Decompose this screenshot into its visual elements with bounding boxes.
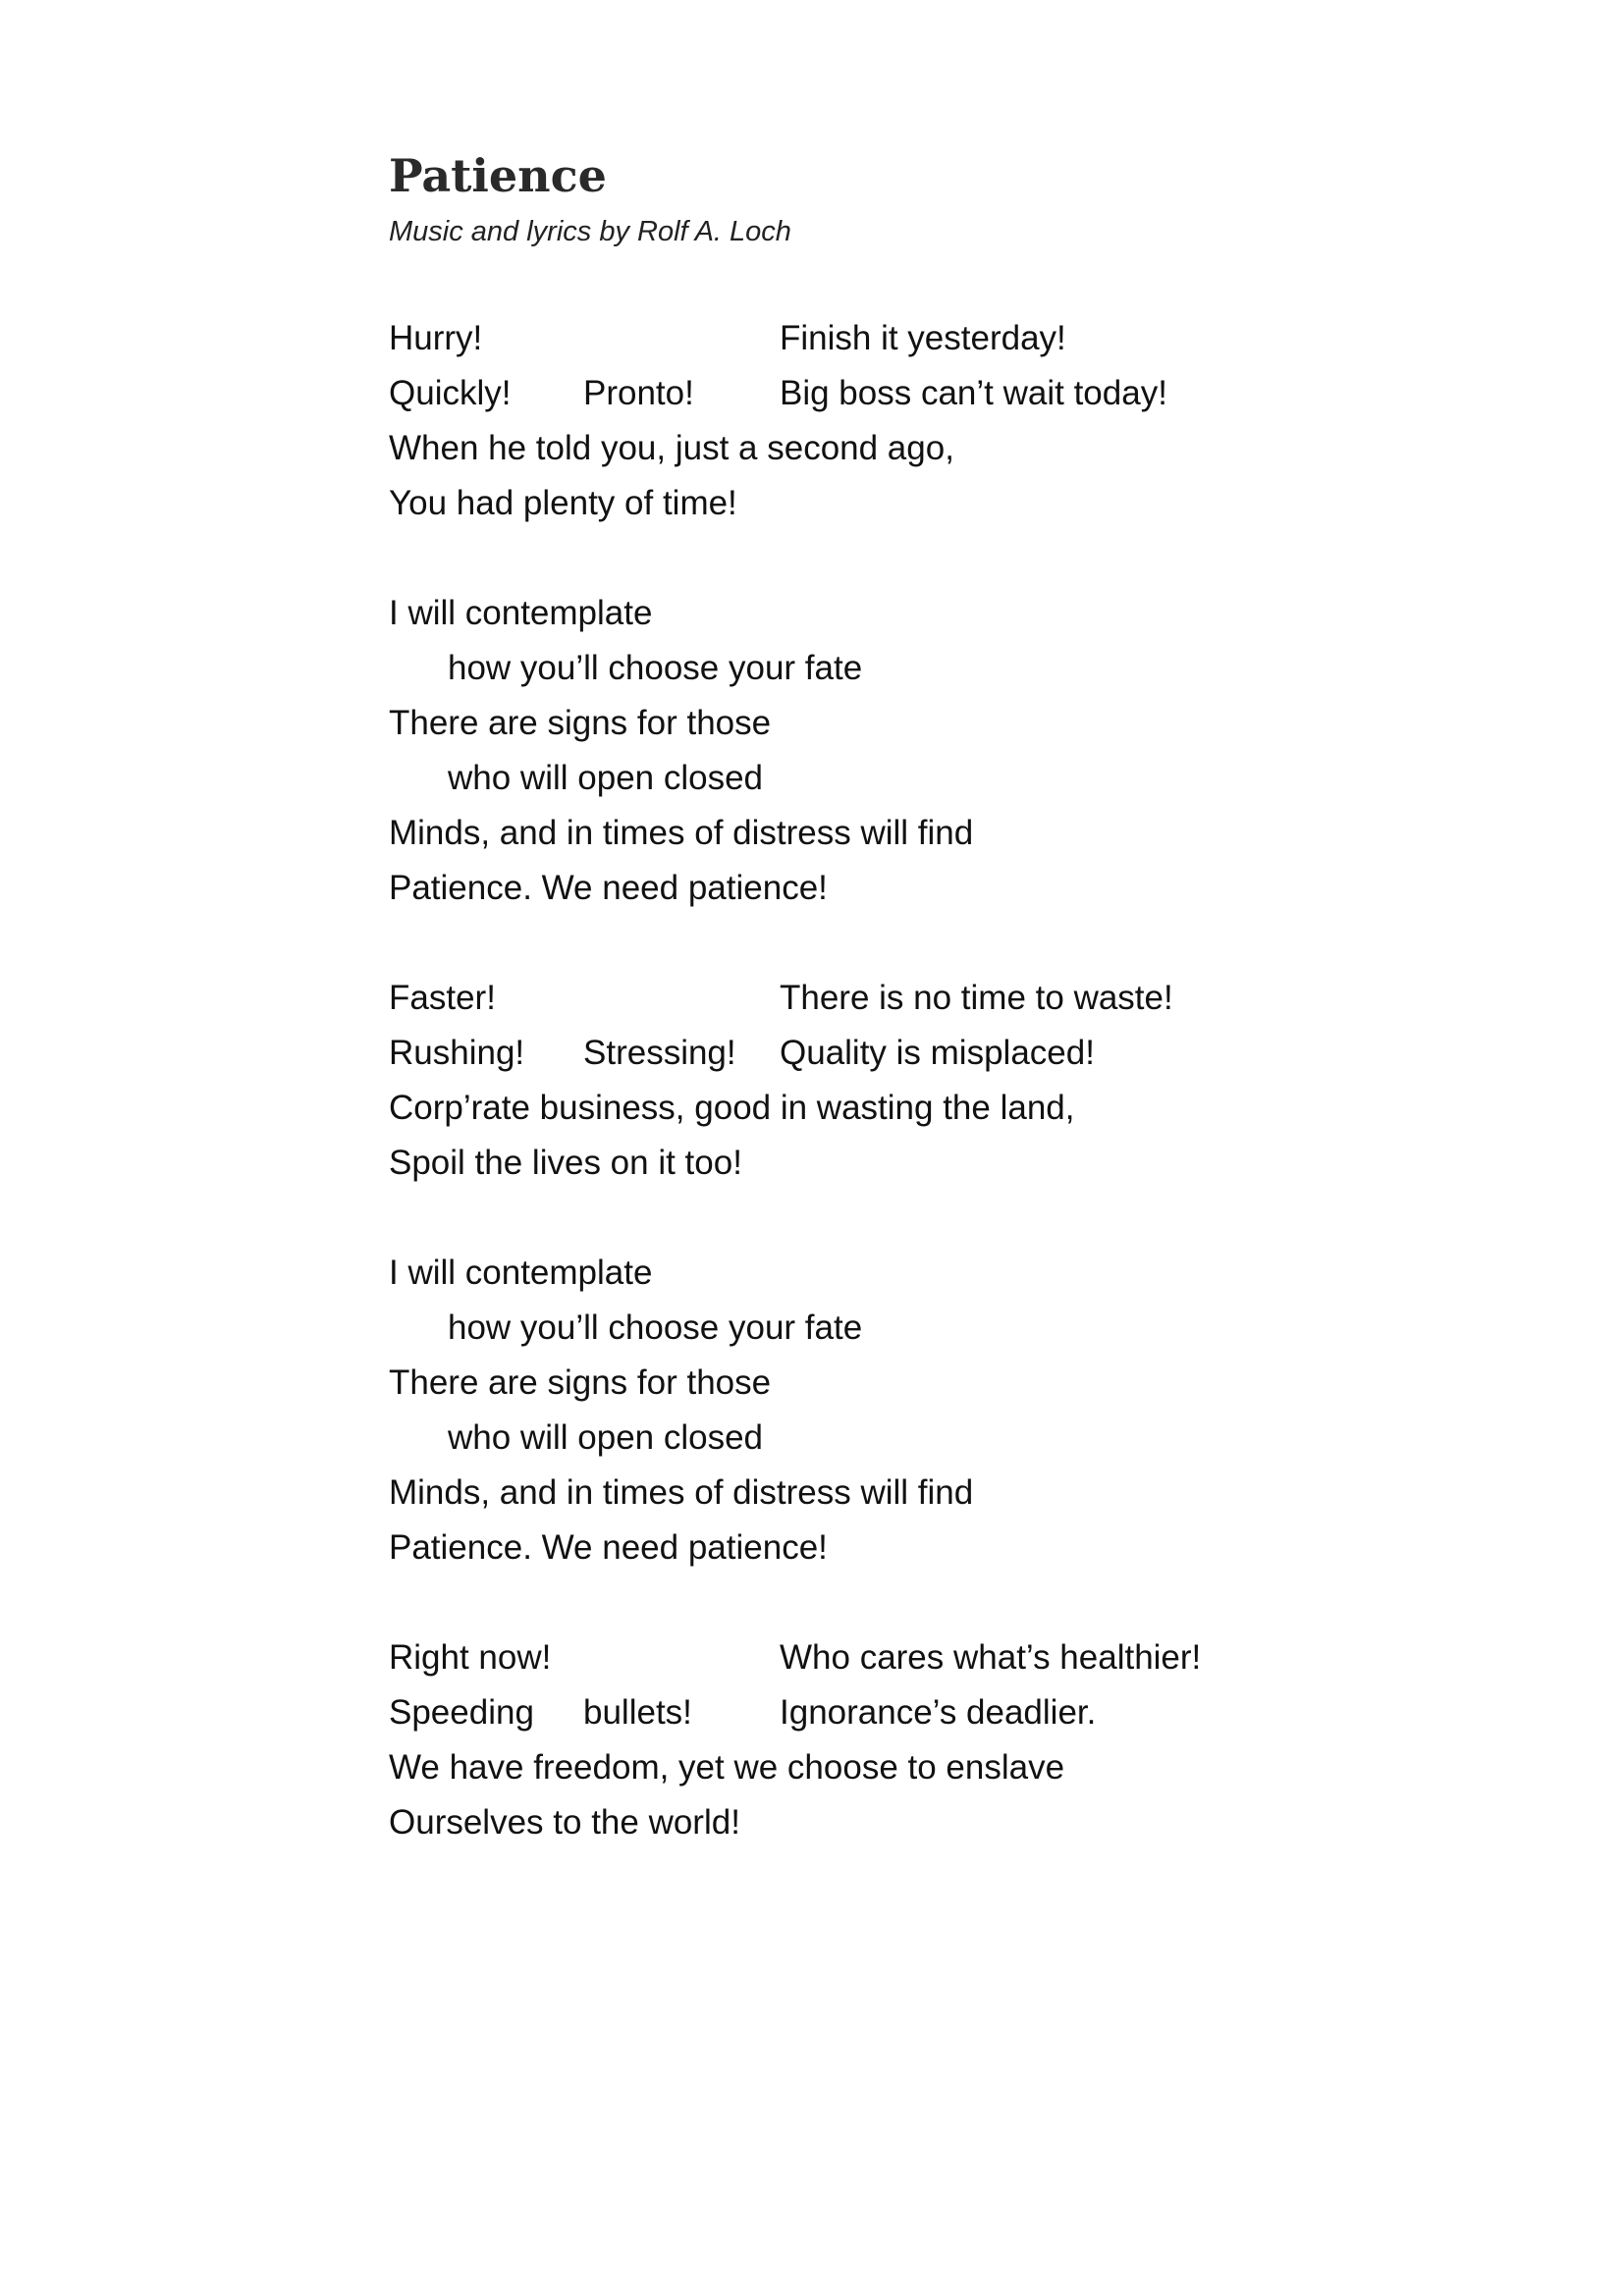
stanza — [389, 971, 1371, 1191]
stanza — [389, 1630, 1371, 1850]
lyric-column-c: There is no time to waste! — [780, 979, 1173, 1017]
lyric-column-a: Speeding — [389, 1693, 534, 1732]
lyric-line: We have freedom, yet we choose to enslave — [389, 1748, 1065, 1787]
stanza — [389, 311, 1371, 531]
lyric-line: Patience. We need patience! — [389, 869, 828, 907]
lyric-line — [389, 971, 1371, 1026]
lyric-column-c: Quality is misplaced! — [780, 1034, 1095, 1072]
lyric-column-a: Hurry! — [389, 319, 483, 357]
lyric-column-c: Big boss can’t wait today! — [780, 374, 1167, 412]
page-title: Patience — [389, 149, 607, 202]
lyric-line — [389, 1685, 1371, 1740]
lyric-column-a: Quickly! — [389, 374, 512, 412]
lyric-column-b: bullets! — [583, 1693, 692, 1732]
stanza — [389, 586, 1371, 916]
lyric-column-b: Stressing! — [583, 1034, 736, 1072]
lyric-line: Ourselves to the world! — [389, 1803, 740, 1842]
lyric-column-a: Rushing! — [389, 1034, 525, 1072]
lyric-column-a: Right now! — [389, 1638, 552, 1677]
lyric-line — [389, 366, 1371, 421]
lyric-line: Corp’rate business, good in wasting the land, — [389, 1089, 1075, 1127]
stanza — [389, 1246, 1371, 1575]
lyric-line: I will contemplate — [389, 1254, 653, 1292]
document-page — [389, 147, 1371, 1905]
lyric-line — [389, 311, 1371, 366]
lyric-line: Patience. We need patience! — [389, 1528, 828, 1567]
lyric-column-b: Pronto! — [583, 374, 694, 412]
lyric-line — [389, 1630, 1371, 1685]
lyric-line: You had plenty of time! — [389, 484, 737, 522]
lyric-line-indented: how you’ll choose your fate — [448, 1308, 863, 1347]
lyric-line: Spoil the lives on it too! — [389, 1144, 742, 1182]
lyric-column-a: Faster! — [389, 979, 496, 1017]
lyric-line: There are signs for those — [389, 704, 772, 742]
page-subtitle: Music and lyrics by Rolf A. Loch — [389, 216, 791, 247]
lyric-line-indented: how you’ll choose your fate — [448, 649, 863, 687]
lyric-line — [389, 1026, 1371, 1081]
lyric-line: When he told you, just a second ago, — [389, 429, 954, 467]
lyrics-body — [389, 311, 1371, 1850]
lyric-column-c: Who cares what’s healthier! — [780, 1638, 1202, 1677]
lyric-line: There are signs for those — [389, 1363, 772, 1402]
lyric-column-c: Finish it yesterday! — [780, 319, 1066, 357]
lyric-line-indented: who will open closed — [448, 759, 764, 797]
lyric-line: Minds, and in times of distress will find — [389, 1473, 974, 1512]
lyric-line: Minds, and in times of distress will find — [389, 814, 974, 852]
lyric-line: I will contemplate — [389, 594, 653, 632]
lyric-column-c: Ignorance’s deadlier. — [780, 1693, 1097, 1732]
lyric-line-indented: who will open closed — [448, 1418, 764, 1457]
